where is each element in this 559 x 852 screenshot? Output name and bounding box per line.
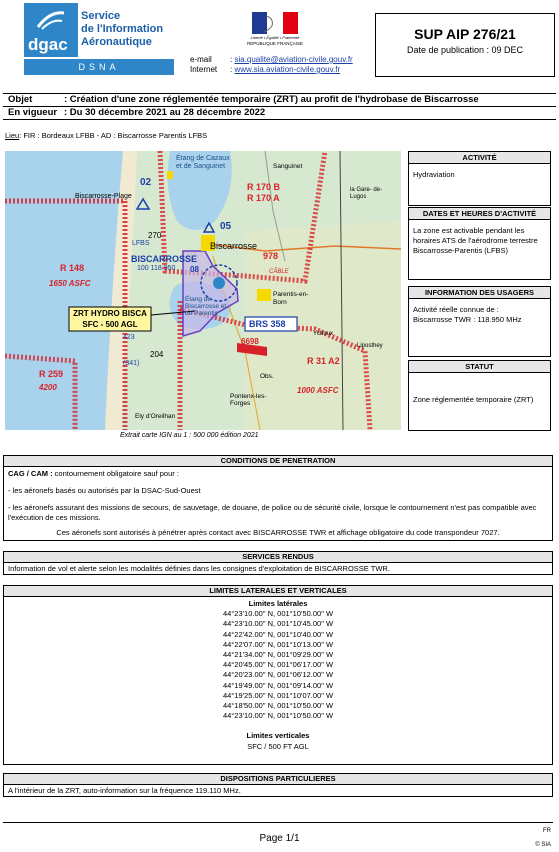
services-body: Information de vol et alerte selon les modalités définies dans les consignes d'exploitation de BISCARROSSE TWR. xyxy=(8,564,390,573)
footer-meta xyxy=(535,824,551,852)
conditions-item-1: - les aéronefs basés ou autorisés par la DSAC-Sud-Ouest xyxy=(8,486,201,495)
map-label-etang-cazaux: Étang de Cazaux et de Sanguinet xyxy=(176,155,230,170)
map-label-08: 08 xyxy=(190,265,199,274)
logo-line-3: Aéronautique xyxy=(81,36,152,48)
footer-lang: FR xyxy=(543,828,551,834)
coord-row: 44°20'45.00" N, 001°06'17.00" W xyxy=(222,660,334,670)
sup-aip-number: SUP AIP 276/21 xyxy=(414,26,516,42)
page-number: Page 1/1 xyxy=(259,833,300,844)
panel-heures xyxy=(408,207,551,280)
logo-text xyxy=(81,10,163,49)
panel-usagers-body-1: Activité réelle connue de : xyxy=(413,305,499,314)
map-label-r148-alt: 1650 ASFC xyxy=(49,279,91,288)
section-services xyxy=(3,551,553,575)
lieu-line xyxy=(5,131,207,140)
email-link[interactable]: sia.qualite@aviation-civile.gouv.fr xyxy=(234,55,353,64)
panel-usagers xyxy=(408,286,551,357)
map-label-204: 204 xyxy=(150,350,164,359)
services-title: SERVICES RENDUS xyxy=(4,552,552,563)
internet-link[interactable]: www.sia.aviation-civile.gouv.fr xyxy=(234,65,341,74)
lieu-label: Lieu xyxy=(5,131,20,140)
map-label-6698: 6698 xyxy=(241,337,259,346)
objet-value: : Création d'une zone réglementée temporaire (ZRT) au profit de l'hydrobase de Biscarrosse xyxy=(64,94,479,105)
limites-vert-value: SFC / 500 FT AGL xyxy=(247,741,309,751)
section-limites xyxy=(3,585,553,765)
objet-bar xyxy=(3,93,556,120)
coord-row: 44°19'25.00" N, 001°10'07.00" W xyxy=(222,690,334,700)
map-label-cable: CÂBLE xyxy=(269,269,289,275)
vigueur-value: : Du 30 décembre 2021 au 28 décembre 2022 xyxy=(64,107,266,118)
zrt-callout-title: ZRT HYDRO BISCA xyxy=(73,309,147,318)
section-conditions xyxy=(3,455,553,541)
reference-box xyxy=(375,13,555,77)
map-label-270: 270 xyxy=(148,231,162,240)
panel-heures-title: DATES ET HEURES D'ACTIVITÉ xyxy=(409,208,550,220)
coord-row: 44°22'07.00" N, 001°10'13.00" W xyxy=(222,639,334,649)
map-label-r31-alt: 1000 ASFC xyxy=(297,386,339,395)
conditions-intro-rest: contournement obligatoire sauf pour : xyxy=(52,469,179,478)
marianne-logo xyxy=(244,12,306,48)
dispositions-body: A l'intérieur de la ZRT, auto-information sur la fréquence 119.110 MHz. xyxy=(8,786,241,795)
map-label-obs: Obs. xyxy=(260,373,274,380)
panel-activite xyxy=(408,151,551,206)
coord-row: 44°20'23.00" N, 001°06'12.00" W xyxy=(222,670,334,680)
map-label-r148: R 148 xyxy=(60,263,85,273)
marianne-rep: RÉPUBLIQUE FRANÇAISE xyxy=(246,41,303,46)
coord-row: 44°19'49.00" N, 001°09'14.00" W xyxy=(222,680,334,690)
map-label-biscarrosse-caps: BISCARROSSE xyxy=(131,254,198,264)
header xyxy=(0,0,559,88)
conditions-intro-bold: CAG / CAM : xyxy=(8,469,53,478)
map-label-r170b: R 170 B xyxy=(247,182,281,192)
map-label-lfbs: LFBS xyxy=(132,240,150,247)
map-label-r31a2: R 31 A2 xyxy=(307,356,340,366)
lieu-value: : FIR : Bordeaux LFBB - AD : Biscarrosse Parentis LFBS xyxy=(19,131,208,140)
dgac-logo xyxy=(24,3,174,75)
map-label-05: 05 xyxy=(220,221,232,232)
map-caption: Extrait carte IGN au 1 : 500 000 édition 2021 xyxy=(120,432,259,439)
map-label-biscarrosse-plage: Biscarrosse-Plage xyxy=(75,193,132,200)
dsna-band: DSNA xyxy=(24,59,174,75)
limites-lat-title: Limites latérales xyxy=(248,599,308,608)
map-label-freq: 100 118.950 xyxy=(137,265,176,272)
panel-statut-title: STATUT xyxy=(409,361,550,373)
publication-date: Date de publication : 09 DEC xyxy=(406,45,524,55)
limites-title: LIMITES LATERALES ET VERTICALES xyxy=(4,586,552,597)
marianne-motto: Liberté • Égalité • Fraternité xyxy=(250,35,300,40)
panel-usagers-body-2: Biscarrosse TWR : 118.950 MHz xyxy=(413,315,522,324)
footer-copy: © SIA xyxy=(535,842,551,848)
map-label-biscarrosse: Biscarrosse xyxy=(210,241,258,251)
map-label-r259: R 259 xyxy=(39,369,64,379)
panel-activite-body: Hydraviation xyxy=(413,170,455,179)
map-label-341: (341) xyxy=(123,360,140,367)
map-label-02: 02 xyxy=(140,177,152,188)
conditions-intro xyxy=(8,469,548,479)
coord-row: 44°22'42.00" N, 001°10'40.00" W xyxy=(222,629,334,639)
dispositions-title: DISPOSITIONS PARTICULIERES xyxy=(4,774,552,785)
panel-heures-body: La zone est activable pendant les horaires ATS de l'aérodrome terrestre Biscarrosse-Parentis (LFBS) xyxy=(413,226,538,255)
panel-usagers-title: INFORMATION DES USAGERS xyxy=(409,287,550,299)
map-label-parentis: Parentis-en-Born xyxy=(273,291,309,306)
coord-row: 44°23'10.00" N, 001°10'50.00" W xyxy=(222,711,334,721)
panel-statut-body: Zone réglementée temporaire (ZRT) xyxy=(413,395,534,404)
vigueur-label: En vigueur xyxy=(8,107,58,118)
map-label-pontenx: Pontenx-les-Forges xyxy=(230,393,267,407)
map-label-423: 423 xyxy=(123,334,135,341)
coord-row: 44°18'50.00" N, 001°10'50.00" W xyxy=(222,701,334,711)
internet-label: Internet xyxy=(190,65,218,74)
coord-row: 44°23'10.00" N, 001°10'45.00" W xyxy=(222,619,334,629)
logo-line-1: Service xyxy=(81,10,121,22)
zrt-callout-alt: SFC - 500 AGL xyxy=(82,320,138,329)
contact-info: e-mail : sia.qualite@aviation-civile.gouv.fr Internet : www.sia.aviation-civile.gouv.fr xyxy=(190,55,353,74)
logo-line-2: de l'Information xyxy=(81,23,164,35)
map-label-sanguinet: Sanguinet xyxy=(273,163,303,170)
email-label: e-mail xyxy=(190,55,212,64)
footer-divider xyxy=(3,822,553,823)
map-label-gare: la Gare- de-Lugos xyxy=(350,187,383,200)
panel-statut xyxy=(408,360,551,431)
objet-label: Objet xyxy=(8,94,33,105)
map-label-ychoux: Ychoux xyxy=(313,331,334,337)
conditions-title: CONDITIONS DE PENETRATION xyxy=(4,456,552,467)
map-label-liposthey: Liposthey xyxy=(357,343,383,349)
french-flag-icon xyxy=(252,12,298,34)
map-extract xyxy=(5,151,401,430)
map-label-etang-biscarrosse: Étang de Biscarrosse et de Parentis xyxy=(185,296,227,317)
map-label-oreilhan: Ely d'Oreilhan xyxy=(135,413,176,420)
limites-vert-title: Limites verticales xyxy=(246,731,310,741)
conditions-item-2: - les aéronefs assurant des missions de secours, de sauvetage, de douane, de police ou de sécurité civile, lorsque le contournement n'est pas compatible avec l'exécution de ces missions. xyxy=(8,503,537,522)
dgac-mark xyxy=(24,3,78,57)
section-dispositions xyxy=(3,773,553,797)
plane-swoosh-icon xyxy=(36,9,66,31)
map-label-brs: BRS 358 xyxy=(249,319,286,329)
dgac-word: dgac xyxy=(28,35,68,54)
map-svg xyxy=(5,151,401,430)
coord-row: 44°23'10.00" N, 001°10'50.00" W xyxy=(222,609,334,619)
map-label-r259-alt: 4200 xyxy=(39,383,57,392)
panel-activite-title: ACTIVITÉ xyxy=(409,152,550,164)
map-label-r170a: R 170 A xyxy=(247,193,280,203)
conditions-note: Ces aéronefs sont autorisés à pénétrer après contact avec BISCARROSSE TWR et affichage obligatoire du code transpondeur 7027. xyxy=(56,528,500,537)
map-label-978: 978 xyxy=(263,251,279,261)
coord-row: 44°21'34.00" N, 001°09'29.00" W xyxy=(222,650,334,660)
